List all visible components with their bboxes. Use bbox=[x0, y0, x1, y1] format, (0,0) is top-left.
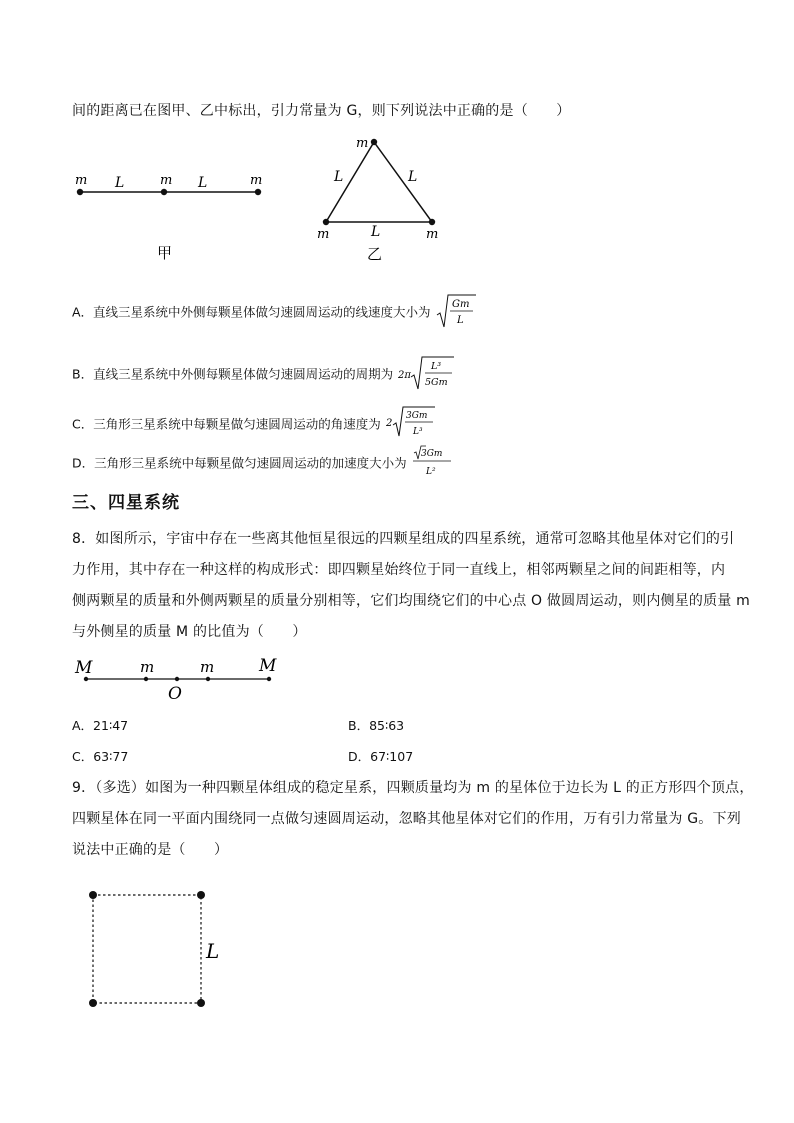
q9-line-1: 9．（多选）如图为一种四颗星体组成的稳定星系，四颗质量均为 m 的星体位于边长为 L 的正方形四个顶点， bbox=[72, 780, 754, 796]
q8-option-d: D．67∶107 bbox=[348, 749, 414, 764]
side-label: L bbox=[334, 169, 344, 185]
section-heading: 三、四星系统 bbox=[72, 493, 180, 513]
question-intro-line: 间的距离已在图甲、乙中标出，引力常量为 G，则下列说法中正确的是（ ） bbox=[72, 103, 571, 119]
q9-line-2: 四颗星体在同一平面内围绕同一点做匀速圆周运动，忽略其他星体对它们的作用，万有引力常量为 G。下列 bbox=[72, 811, 741, 827]
svg-text:3Gm: 3Gm bbox=[420, 449, 443, 459]
q8-line-2: 力作用，其中存在一种这样的构成形式：即四颗星始终位于同一直线上，相邻两颗星之间的间距相等，内 bbox=[72, 562, 726, 578]
formula-acceleration bbox=[411, 444, 455, 478]
svg-text:L: L bbox=[456, 315, 464, 326]
svg-text:Gm: Gm bbox=[451, 299, 470, 310]
svg-text:L³: L³ bbox=[412, 427, 423, 437]
figure-triangle-three-star bbox=[310, 132, 450, 264]
mass-label: m bbox=[160, 173, 173, 188]
center-point bbox=[175, 677, 179, 681]
svg-text:3Gm: 3Gm bbox=[405, 411, 428, 421]
option-c bbox=[72, 410, 437, 440]
option-b bbox=[72, 357, 455, 393]
q8-option-a: A．21∶47 bbox=[72, 718, 129, 733]
mass-label: m bbox=[250, 173, 263, 188]
option-b-text: B．直线三星系统中外侧每颗星体做匀速圆周运动的周期为 bbox=[72, 366, 394, 382]
center-label: O bbox=[168, 684, 182, 704]
star-dot bbox=[197, 999, 205, 1007]
option-a bbox=[72, 295, 477, 331]
option-c-text: C．三角形三星系统中每颗星做匀速圆周运动的角速度为 bbox=[72, 416, 381, 432]
q8-option-b: B．85∶63 bbox=[348, 718, 405, 733]
q8-line-1: 8．如图所示，宇宙中存在一些离其他恒星很远的四颗星组成的四星系统，通常可忽略其他星体对它们的引 bbox=[72, 531, 735, 547]
star-dot bbox=[255, 189, 261, 195]
q9-line-3: 说法中正确的是（ ） bbox=[72, 842, 229, 858]
side-length-label: L bbox=[206, 939, 220, 963]
outer-mass-label: M bbox=[259, 656, 277, 676]
figure-linear-four-star bbox=[72, 652, 288, 704]
formula-angular-velocity bbox=[385, 404, 437, 440]
q8-option-c: C．63∶77 bbox=[72, 749, 129, 764]
star-dot bbox=[197, 891, 205, 899]
mass-label: m bbox=[426, 227, 439, 242]
star-dot bbox=[371, 139, 377, 145]
figure-square-four-star bbox=[84, 886, 244, 1016]
q8-line-3: 侧两颗星的质量和外侧两颗星的质量分别相等，它们均围绕它们的中心点 O 做圆周运动，则内侧星的质量 m bbox=[72, 593, 751, 609]
star-dot bbox=[267, 677, 271, 681]
option-d bbox=[72, 450, 455, 478]
mass-label: m bbox=[317, 227, 330, 242]
star-dot bbox=[89, 999, 97, 1007]
side-label: L bbox=[371, 224, 381, 240]
star-dot bbox=[429, 219, 435, 225]
figure-linear-three-star bbox=[70, 168, 270, 268]
formula-period bbox=[397, 353, 455, 393]
mass-label: m bbox=[356, 136, 369, 151]
option-d-text: D．三角形三星系统中每颗星做匀速圆周运动的加速度大小为 bbox=[72, 455, 407, 471]
q8-line-4: 与外侧星的质量 M 的比值为（ ） bbox=[72, 624, 307, 640]
formula-sqrt-gm-over-l bbox=[435, 291, 477, 331]
star-dot bbox=[206, 677, 210, 681]
side-label: L bbox=[408, 169, 418, 185]
svg-text:L³: L³ bbox=[431, 361, 442, 372]
svg-text:5Gm: 5Gm bbox=[425, 377, 448, 388]
caption-yi: 乙 bbox=[367, 245, 383, 263]
svg-text:L²: L² bbox=[425, 467, 436, 477]
svg-text:2π: 2π bbox=[398, 370, 411, 381]
star-dot bbox=[323, 219, 329, 225]
mass-label: m bbox=[75, 173, 88, 188]
distance-label: L bbox=[115, 175, 125, 191]
star-dot bbox=[77, 189, 83, 195]
inner-mass-label: m bbox=[200, 658, 215, 676]
star-dot bbox=[161, 189, 167, 195]
star-dot bbox=[144, 677, 148, 681]
distance-label: L bbox=[198, 175, 208, 191]
inner-mass-label: m bbox=[140, 658, 155, 676]
caption-jia: 甲 bbox=[157, 244, 173, 262]
outer-mass-label: M bbox=[75, 658, 93, 678]
star-dot bbox=[89, 891, 97, 899]
svg-text:2: 2 bbox=[385, 418, 393, 429]
option-a-text: A．直线三星系统中外侧每颗星体做匀速圆周运动的线速度大小为 bbox=[72, 304, 431, 320]
